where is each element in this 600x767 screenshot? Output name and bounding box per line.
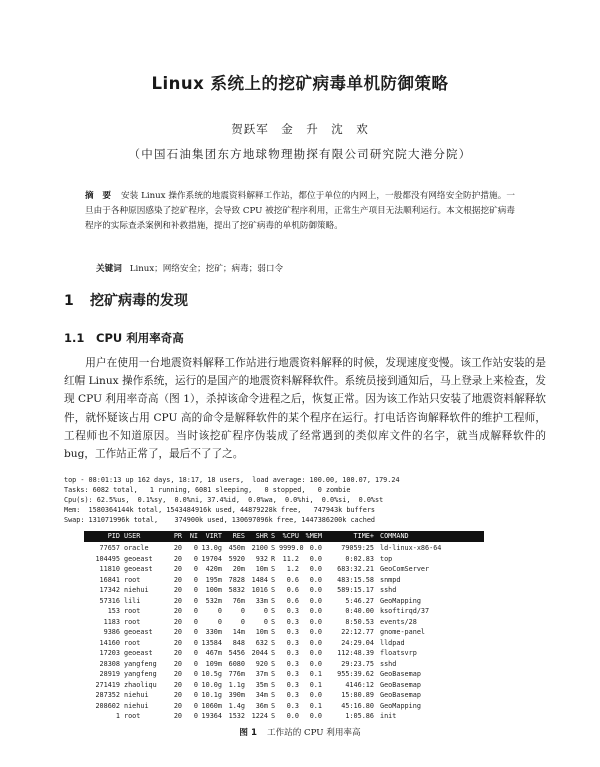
table-cell: root [124,607,141,615]
table-cell: 19704 [201,554,222,563]
table-cell: 0.0 [309,691,322,699]
table-cell: 20 [173,649,182,657]
table-cell: 20 [173,607,182,615]
table-cell: 35m [255,680,268,689]
table-cell: 20 [173,691,182,699]
table-cell: 0 [193,701,198,710]
table-cell: 5456 [228,649,245,657]
table-cell: 0.3 [286,670,299,678]
column-header: COMMAND [380,532,409,540]
table-cell: S [271,607,276,615]
table-row [84,638,484,649]
table-cell: 22:12.77 [341,628,374,636]
table-cell: 483:15.58 [337,575,374,584]
table-cell: 0 [193,691,198,699]
table-cell: 11.2 [282,554,299,563]
table-cell: 0 [263,607,268,615]
column-header: S [271,532,276,540]
table-cell: oracle [124,544,149,552]
table-cell: S [271,670,276,678]
table-cell: 20 [173,628,182,636]
table-cell: 20 [173,544,182,552]
table-cell: 5832 [228,586,245,594]
table-cell: 683:32.21 [337,565,374,573]
table-cell: 0 [240,607,245,615]
table-cell: 0.1 [309,701,322,710]
table-cell: 20 [173,586,182,594]
table-cell: 8:50.53 [345,617,374,626]
table-cell: yangfeng [124,670,157,678]
table-cell: 0.3 [286,607,299,615]
table-cell: 1.4g [228,701,245,710]
caption-text: 工作站的 CPU 利用率高 [266,728,361,738]
table-cell: 0.0 [309,628,322,636]
column-header: RES [232,532,245,540]
table-cell: 932 [255,554,268,563]
table-cell: 0.3 [286,701,299,710]
table-cell: zhaoliqu [124,680,157,689]
table-cell: 5:46.27 [345,596,374,605]
table-row [84,659,484,670]
table-cell: 0 [193,544,198,552]
table-cell: 1 [115,712,120,720]
table-cell: 57316 [99,596,120,605]
table-cell: 20 [173,680,182,689]
table-cell: 2044 [251,649,268,657]
table-cell: ksoftirqd/37 [380,607,430,615]
table-cell: 0.0 [309,712,322,720]
table-cell: 19364 [201,712,222,720]
table-row [84,543,484,554]
table-cell: 20m [232,565,245,573]
table-cell: 0 [240,617,245,626]
table-cell: 195m [205,575,222,584]
table-cell: 17342 [99,586,120,594]
table-cell: S [271,659,276,668]
table-cell: S [271,638,276,647]
table-row [84,606,484,617]
table-cell: 10.1g [201,691,222,699]
table-cell: 10m [255,628,268,636]
column-header: SHR [255,532,268,540]
subsection-title: CPU 利用率奇高 [96,331,184,345]
table-cell: 0:40.00 [345,607,374,615]
table-cell: 0 [193,607,198,615]
table-cell: geoeast [124,565,153,573]
table-cell: 0.0 [309,607,322,615]
table-cell: lldpad [380,638,405,647]
table-cell: 0.3 [286,691,299,699]
table-cell: 0:02.83 [345,554,374,563]
table-cell: 1060m [201,701,222,710]
table-cell: 0 [193,596,198,605]
table-cell: root [124,638,141,647]
table-cell: gnome-panel [380,628,426,636]
table-cell: 20 [173,659,182,668]
top-summary [64,475,546,525]
table-cell: 0 [193,565,198,573]
table-cell: sshd [380,659,397,668]
table-cell: 24:29.04 [341,638,374,647]
table-cell: 0.6 [286,596,299,605]
column-header: PR [173,532,182,540]
table-cell: 450m [228,544,245,552]
table-cell: snmpd [380,575,401,584]
table-cell: niehui [124,701,149,710]
table-cell: 0.0 [309,617,322,626]
table-cell: 532m [205,596,222,605]
table-cell: init [380,712,397,720]
table-cell: 100m [205,586,222,594]
table-cell: 9999.0 [279,544,304,552]
table-cell: 208602 [95,701,120,710]
table-cell: 0 [217,617,222,626]
table-cell: 14m [232,628,245,636]
table-cell: 77657 [99,544,120,552]
table-row [84,554,484,565]
table-cell: 1016 [251,586,268,594]
column-header: USER [124,532,141,540]
column-header: TIME+ [353,532,374,540]
table-cell: S [271,586,276,594]
table-cell: 0 [263,617,268,626]
keywords [96,262,516,274]
abstract-label: 摘 要 [85,191,112,201]
table-cell: 1.1g [228,680,245,689]
table-cell: S [271,565,276,573]
table-cell: 34m [255,691,268,699]
table-cell: root [124,712,141,720]
table-cell: 7828 [228,575,245,584]
process-table-header [84,531,484,542]
paper-title: Linux 系统上的挖矿病毒单机防御策略 [151,74,449,93]
table-cell: GeoBasemap [380,670,421,678]
table-cell: ld-linux-x86-64 [380,544,442,552]
table-cell: floatsvrp [380,649,417,657]
table-cell: 0.0 [309,659,322,668]
table-cell: 467m [205,649,222,657]
table-row [84,564,484,575]
table-row [84,680,484,691]
table-cell: 16841 [99,575,120,584]
table-cell: 390m [228,691,245,699]
keywords-label: 关键词 [96,264,122,274]
table-row [84,627,484,638]
table-cell: 0.0 [309,586,322,594]
table-cell: 15:80.89 [341,691,374,699]
table-cell: 28919 [99,670,120,678]
authors: 贺跃军 金 升 沈 欢 [231,122,369,136]
table-cell: 29:23.75 [341,659,374,668]
table-cell: 920 [255,659,268,668]
table-cell: 20 [173,617,182,626]
table-cell: 112:48.39 [337,649,374,657]
table-row [84,617,484,628]
table-cell: sshd [380,586,397,594]
subsection-number: 1.1 [64,331,85,345]
table-cell: 0.0 [286,712,299,720]
table-cell: root [124,617,141,626]
table-cell: 0 [193,586,198,594]
table-cell: 45:16.80 [341,701,374,710]
table-cell: 20 [173,565,182,573]
table-cell: 0.3 [286,680,299,689]
table-cell: 10.5g [201,670,222,678]
table-cell: 10m [255,565,268,573]
table-cell: 632 [255,638,268,647]
table-cell: 1484 [251,575,268,584]
figure-top-output [64,475,546,720]
table-row [84,596,484,607]
table-row [84,575,484,586]
table-cell: 955:39.62 [337,670,374,678]
table-cell: 287352 [95,691,120,699]
table-cell: 28308 [99,659,120,668]
table-cell: geoeast [124,628,153,636]
table-cell: 79059:25 [341,544,374,552]
table-cell: 1224 [251,712,268,720]
summary-line: Swap: 131071996k total, 374900k used, 130697096k free, 1447386200k cached [64,516,375,524]
table-row [84,701,484,712]
table-cell: S [271,617,276,626]
body-paragraph [64,354,546,463]
table-cell: 0.6 [286,586,299,594]
table-cell: 0 [193,659,198,668]
affiliation: （中国石油集团东方地球物理勘探有限公司研究院大港分院） [128,147,472,161]
table-cell: 2100 [251,544,268,552]
table-cell: niehui [124,586,149,594]
table-cell: S [271,691,276,699]
table-cell: 20 [173,701,182,710]
table-cell: 104495 [95,554,120,563]
table-cell: 5920 [228,554,245,563]
table-cell: 0.0 [309,544,322,552]
column-header: VIRT [205,532,222,540]
table-cell: 0 [193,680,198,689]
summary-line: top - 08:01:13 up 162 days, 18:17, 18 users, load average: 100.00, 100.07, 179.24 [64,476,400,484]
table-cell: S [271,596,276,605]
figure-caption [0,726,600,738]
table-cell: 0 [193,712,198,720]
section-title: 挖矿病毒的发现 [90,293,188,309]
table-cell: GeoComServer [380,565,430,573]
column-header: NI [189,532,198,540]
table-cell: GeoMapping [380,701,421,710]
table-row [84,585,484,596]
table-cell: 848 [232,638,245,647]
summary-line: Cpu(s): 62.5%us, 0.1%sy, 0.0%ni, 37.4%id, 0.0%wa, 0.0%hi, 0.0%si, 0.0%st [64,496,384,504]
table-cell: 0.0 [309,596,322,605]
table-cell: 1532 [228,712,245,720]
table-cell: 0.3 [286,649,299,657]
table-cell: niehui [124,691,149,699]
table-cell: geoeast [124,554,153,563]
table-cell: 420m [205,565,222,573]
table-cell: S [271,544,276,552]
table-cell: GeoBasemap [380,691,421,699]
table-cell: 0 [193,575,198,584]
table-cell: 0.0 [309,575,322,584]
table-cell: 0.0 [309,638,322,647]
table-cell: 20 [173,670,182,678]
caption-number: 图 1 [239,728,257,738]
section-heading [64,290,188,310]
table-cell: 9386 [103,628,120,636]
table-cell: 6080 [228,659,245,668]
table-cell: 153 [107,607,120,615]
table-cell: 33m [255,596,268,605]
summary-line: Mem: 1580364144k total, 1543484916k used, 44879228k free, 747943k buffers [64,506,375,514]
table-cell: root [124,575,141,584]
keywords-text: Linux；网络安全；挖矿；病毒；弱口令 [129,264,284,274]
table-cell: S [271,680,276,689]
table-cell: 0 [193,628,198,636]
table-cell: events/28 [380,617,417,626]
table-row [84,690,484,701]
table-cell: 776m [228,670,245,678]
table-cell: 0.1 [309,670,322,678]
table-cell: S [271,712,276,720]
table-cell: 0.0 [309,649,322,657]
table-cell: 0 [193,554,198,563]
table-cell: 0 [193,638,198,647]
table-cell: 20 [173,554,182,563]
paragraph-text: 用户在使用一台地震资料解释工作站进行地震资料解释的时候，发现速度变慢。该工作站安装的是红帽 Linux 操作系统，运行的是国产的地震资料解释软件。系统员接到通知后，马上登录上来检查，发现 CPU 利用率奇高（图 1），杀掉该命令进程之后，恢复正常。因为该工作站只安装了地震资料解释软件，就怀疑该占用 CPU 高的命令是解释软件的某个程序在运行。打电话咨询解释软件的维护工程师，工程师也不知道原因。当时该挖矿程序伪装成了经常遇到的类似库文件的名字，就当成解释软件的 bug，工作站正常了，最后不了了之。 [64,357,546,461]
table-cell: 17203 [99,649,120,657]
table-cell: 37m [255,670,268,678]
table-cell: 0 [193,670,198,678]
table-cell: 20 [173,712,182,720]
table-cell: GeoBasemap [380,680,421,689]
table-cell: top [380,554,393,563]
column-header: PID [107,532,120,540]
table-cell: 0.1 [309,680,322,689]
table-cell: 0.3 [286,617,299,626]
table-cell: yangfeng [124,659,157,668]
table-cell: 14160 [99,638,120,647]
abstract-text: 安装 Linux 操作系统的地震资料解释工作站，都位于单位的内网上，一般都没有网络安全防护措施。一旦由于各种原因感染了挖矿程序，会导致 CPU 被挖矿程序利用，正常生产项目无法顺利运行。本文根据挖矿病毒程序的实际查杀案例和补救措施，提出了挖矿病毒的单机防御策略。 [85,191,515,231]
table-cell: 330m [205,628,222,636]
column-header: %CPU [282,532,299,540]
table-cell: 0.0 [309,554,322,563]
table-cell: S [271,575,276,584]
table-cell: 0.3 [286,628,299,636]
table-row [84,669,484,680]
table-cell: R [271,554,276,563]
table-cell: 4146:12 [345,680,374,689]
table-cell: 1.2 [286,565,299,573]
table-cell: 0.0 [309,565,322,573]
table-cell: lili [124,596,141,605]
table-cell: geoeast [124,649,153,657]
table-cell: 36m [255,701,268,710]
subsection-heading [64,330,184,346]
table-cell: 13.0g [201,544,222,552]
table-cell: 0.3 [286,659,299,668]
table-cell: S [271,649,276,657]
table-cell: 0.6 [286,575,299,584]
table-row [84,711,484,722]
table-cell: 1183 [103,617,120,626]
table-cell: 76m [232,596,245,605]
summary-line: Tasks: 6082 total, 1 running, 6081 sleeping, 0 stopped, 0 zombie [64,486,351,494]
table-cell: 20 [173,596,182,605]
table-cell: S [271,628,276,636]
table-cell: S [271,701,276,710]
table-cell: 20 [173,638,182,647]
table-cell: 13584 [201,638,222,647]
table-cell: 589:15.17 [337,586,374,594]
table-cell: 20 [173,575,182,584]
table-cell: 0.3 [286,638,299,647]
table-cell: 11810 [99,565,120,573]
table-cell: 109m [205,659,222,668]
table-cell: 1:05.86 [345,712,374,720]
table-row [84,648,484,659]
table-cell: 0 [217,607,222,615]
column-header: %MEM [305,532,322,540]
table-cell: 0 [193,649,198,657]
table-cell: 271419 [95,680,120,689]
section-number: 1 [64,293,74,309]
table-cell: 10.0g [201,680,222,689]
abstract [85,189,515,234]
table-cell: 0 [193,617,198,626]
table-cell: GeoMapping [380,596,421,605]
